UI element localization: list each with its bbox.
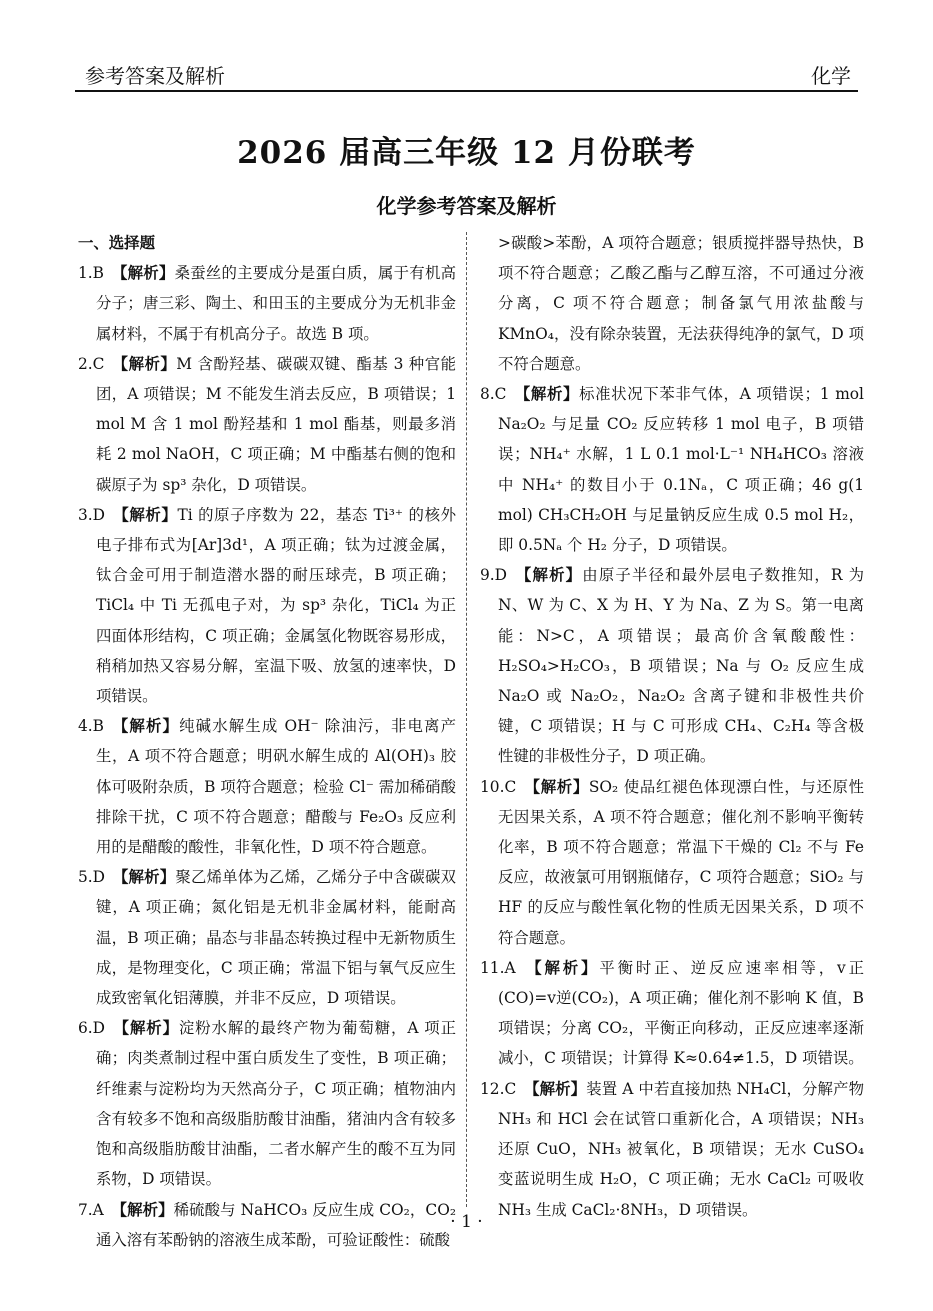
answer-item bbox=[78, 500, 456, 711]
answer-number: 7.A bbox=[78, 1200, 104, 1219]
answer-item bbox=[480, 379, 864, 560]
answer-number: 8.C bbox=[480, 385, 507, 404]
answer-text: 标准状况下苯非气体，A 项错误；1 mol Na₂O₂ 与足量 CO₂ 反应转移 1 mol 电子，B 项错误；NH₄⁺ 水解，1 L 0.1 mol·L⁻¹ NH₄HCO₃ 溶液中 NH₄⁺ 的数目小于 0.1Nₐ，C 项正确；46 g(1 mol) CH₃CH₂OH 与足量钠反应生成 0.5 mol H₂，即 0.5Nₐ 个 H₂ 分子，D 项错误。 bbox=[498, 385, 864, 555]
left-column bbox=[78, 228, 456, 1255]
answer-item bbox=[480, 1074, 864, 1225]
right-column bbox=[480, 228, 864, 1225]
answer-text: 平衡时正、逆反应速率相等，v正(CO)=v逆(CO₂)，A 项正确；催化剂不影响 K 值，B 项错误；分离 CO₂，平衡正向移动，正反应速率逐渐减小，C 项错误；计算得 K≈0.64≠1.5，D 项错误。 bbox=[498, 958, 864, 1068]
answer-text: 纯碱水解生成 OH⁻ 除油污，非电离产生，A 项不符合题意；明矾水解生成的 Al(OH)₃ 胶体可吸附杂质，B 项符合题意；检验 Cl⁻ 需加稀硝酸排除干扰，C 项不符合题意；醋酸与 Fe₂O₃ 反应利用的是醋酸的酸性，非氧化性，D 项不符合题意。 bbox=[96, 717, 456, 857]
analysis-tag: 【解析】 bbox=[111, 264, 175, 283]
header-rule bbox=[75, 90, 858, 92]
analysis-tag: 【解析】 bbox=[111, 717, 180, 736]
answer-number: 11.A bbox=[480, 958, 516, 977]
analysis-tag: 【解析】 bbox=[111, 1200, 174, 1219]
page-title: 2026 届高三年级 12 月份联考 bbox=[237, 135, 696, 171]
answer-item bbox=[480, 953, 864, 1074]
answer-text: 桑蚕丝的主要成分是蛋白质，属于有机高分子；唐三彩、陶土、和田玉的主要成分为无机非金属材料，不属于有机高分子。故选 B 项。 bbox=[96, 264, 456, 343]
page-number: · 1 · bbox=[450, 1212, 483, 1232]
answer-number: 9.D bbox=[480, 566, 508, 585]
answer-number: 10.C bbox=[480, 777, 517, 796]
column-divider bbox=[466, 232, 467, 1207]
analysis-tag: 【解析】 bbox=[112, 505, 178, 524]
answer-item bbox=[78, 1013, 456, 1194]
answer-item bbox=[78, 258, 456, 349]
analysis-tag: 【解析】 bbox=[112, 1019, 179, 1038]
answer-text: 装置 A 中若直接加热 NH₄Cl，分解产物 NH₃ 和 HCl 会在试管口重新化合，A 项错误；NH₃ 还原 CuO，NH₃ 被氧化，B 项错误；无水 CuSO₄ 变蓝说明生成 H₂O，C 项正确；无水 CaCl₂ 可吸收 NH₃ 生成 CaCl₂·8NH₃，D 项错误。 bbox=[498, 1079, 864, 1219]
answer-item bbox=[480, 772, 864, 953]
answer-text: M 含酚羟基、碳碳双键、酯基 3 种官能团，A 项错误；M 不能发生消去反应，B 项错误；1 mol M 含 1 mol 酚羟基和 1 mol 酯基，则最多消耗 2 mol NaOH，C 项正确；M 中酯基右侧的饱和碳原子为 sp³ 杂化，D 项错误。 bbox=[96, 354, 456, 494]
section-heading: 一、选择题 bbox=[78, 234, 155, 252]
answer-item bbox=[78, 711, 456, 862]
right-items bbox=[480, 379, 864, 1225]
answer-text: Ti 的原子序数为 22，基态 Ti³⁺ 的核外电子排布式为[Ar]3d¹，A 项正确；钛为过渡金属，钛合金可用于制造潜水器的耐压球壳，B 项正确；TiCl₄ 中 Ti 无孤电子对，为 sp³ 杂化，TiCl₄ 为正四面体形结构，C 项正确；金属氢化物既容易形成，稍稍加热又容易分解，室温下吸、放氢的速率快，D 项错误。 bbox=[96, 505, 456, 706]
answer-number: 3.D bbox=[78, 505, 106, 524]
analysis-tag: 【解析】 bbox=[523, 777, 589, 796]
analysis-tag: 【解析】 bbox=[112, 868, 176, 887]
left-items bbox=[78, 258, 456, 1255]
answer-number: 5.D bbox=[78, 868, 106, 887]
answer-number: 1.B bbox=[78, 264, 104, 283]
page-header-left: 参考答案及解析 bbox=[85, 64, 225, 88]
answer-text: 聚乙烯单体为乙烯，乙烯分子中含碳碳双键，A 项正确；氮化铝是无机非金属材料，能耐高温，B 项正确；晶态与非晶态转换过程中无新物质生成，是物理变化，C 项正确；常温下铝与氧气反应生成致密氧化铝薄膜，并非不反应，D 项错误。 bbox=[96, 868, 456, 1008]
answer-text: 由原子半径和最外层电子数推知，R 为 N、W 为 C、X 为 H、Y 为 Na、Z 为 S。第一电离能：N>C，A 项错误；最高价含氧酸酸性：H₂SO₄>H₂CO₃，B 项错误；Na 与 O₂ 反应生成 Na₂O 或 Na₂O₂，Na₂O₂ 含离子键和非极性共价键，C 项错误；H 与 C 可形成 CH₄、C₂H₄ 等含极性键的非极性分子，D 项正确。 bbox=[498, 566, 864, 766]
page-header-right: 化学 bbox=[811, 64, 851, 88]
analysis-tag: 【解析】 bbox=[523, 1079, 587, 1098]
answer-item bbox=[78, 349, 456, 500]
answer-text: 淀粉水解的最终产物为葡萄糖，A 项正确；肉类煮制过程中蛋白质发生了变性，B 项正确；纤维素与淀粉均为天然高分子，C 项正确；植物油内含有较多不饱和高级脂肪酸甘油酯，猪油内含有较多饱和高级脂肪酸甘油酯，二者水解产生的酸不互为同系物，D 项错误。 bbox=[96, 1019, 456, 1189]
analysis-tag: 【解析】 bbox=[514, 566, 583, 585]
answer-number: 2.C bbox=[78, 354, 105, 373]
analysis-tag: 【解析】 bbox=[112, 354, 177, 373]
answer-number: 4.B bbox=[78, 717, 104, 736]
analysis-tag: 【解析】 bbox=[523, 958, 600, 977]
answer-item bbox=[480, 560, 864, 771]
answer-text: 稀硫酸与 NaHCO₃ 反应生成 CO₂，CO₂ 通入溶有苯酚钠的溶液生成苯酚，可验证酸性：硫酸 bbox=[96, 1200, 456, 1249]
answer-item bbox=[78, 862, 456, 1013]
answer-text: SO₂ 使品红褪色体现漂白性，与还原性无因果关系，A 项不符合题意；催化剂不影响平衡转化率，B 项不符合题意；常温下干燥的 Cl₂ 不与 Fe 反应，故液氯可用钢瓶储存，C 项符合题意；SiO₂ 与 HF 的反应与酸性氧化物的性质无因果关系，D 项不符合题意。 bbox=[498, 777, 864, 947]
answer-continuation: >碳酸>苯酚，A 项符合题意；银质搅拌器导热快，B 项不符合题意；乙酸乙酯与乙醇互溶，不可通过分液分离，C 项不符合题意；制备氯气用浓盐酸与 KMnO₄，没有除杂装置，无法获得纯净的氯气，D 项不符合题意。 bbox=[498, 234, 864, 373]
answer-number: 6.D bbox=[78, 1019, 106, 1038]
analysis-tag: 【解析】 bbox=[514, 385, 580, 404]
page-subtitle: 化学参考答案及解析 bbox=[376, 194, 557, 218]
answer-number: 12.C bbox=[480, 1079, 517, 1098]
